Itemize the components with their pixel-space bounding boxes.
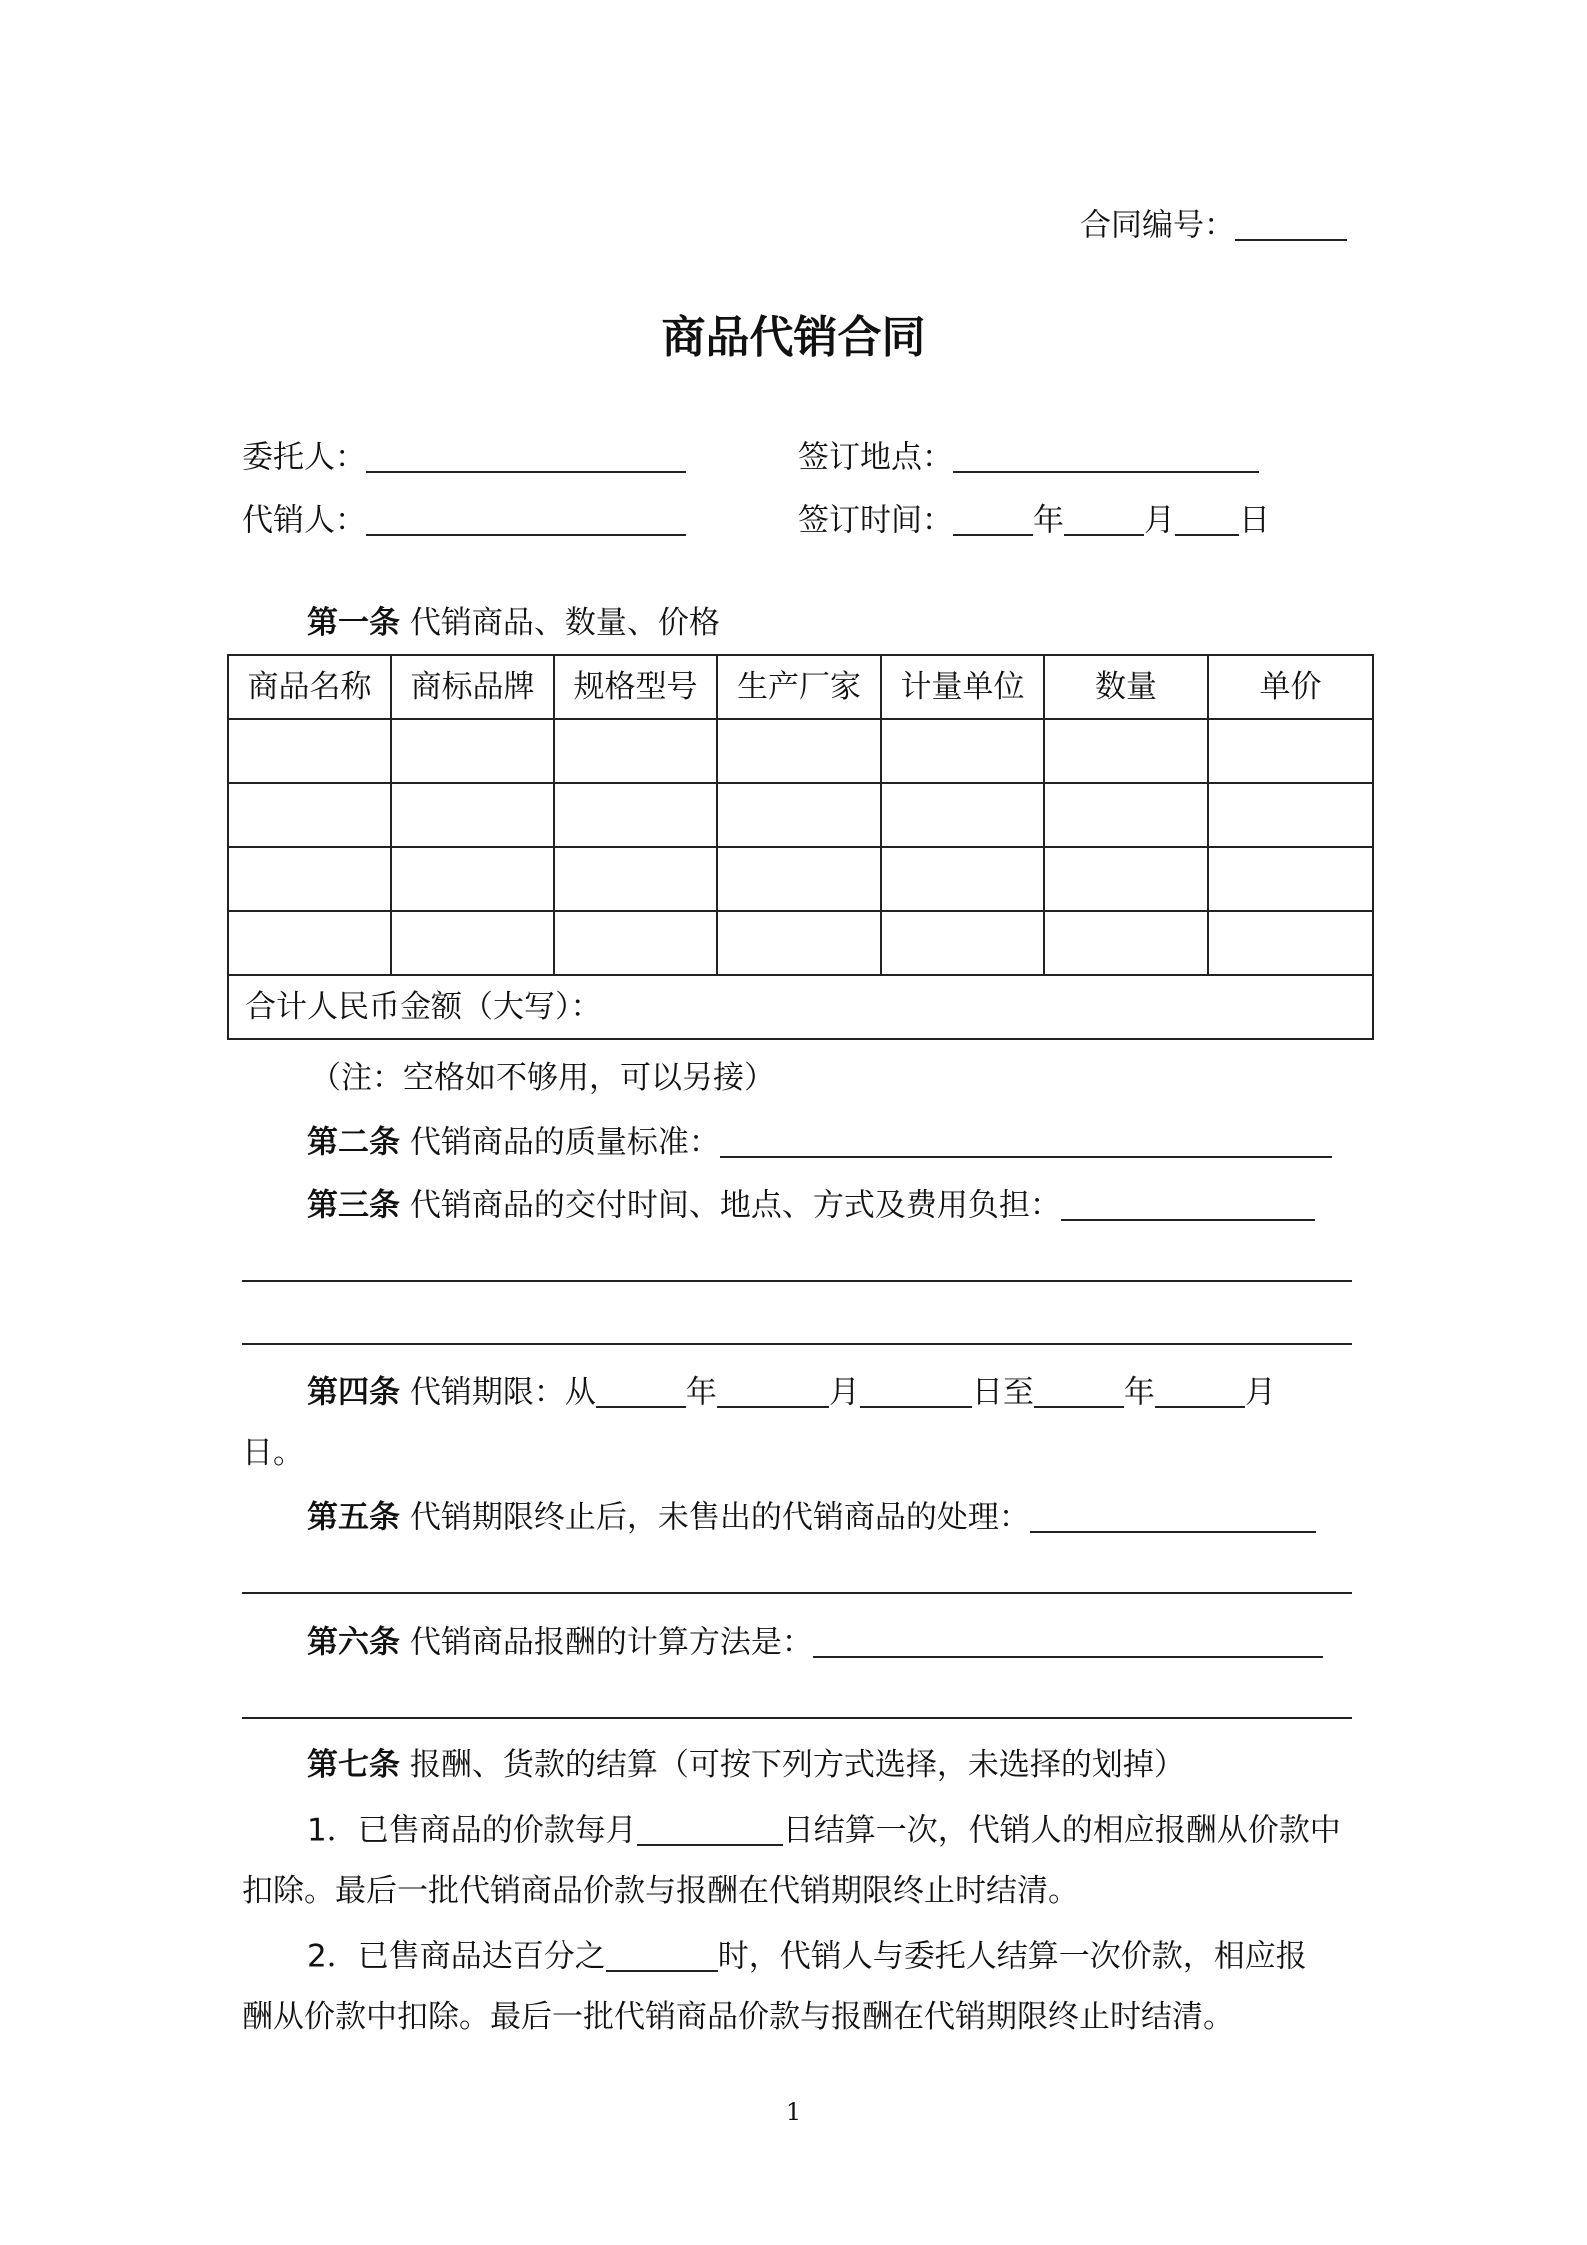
article4-line xyxy=(307,1374,1276,1411)
article4-text: 代销期限：从 xyxy=(409,1374,596,1411)
table-cell[interactable] xyxy=(881,719,1044,783)
sign-month-label: 月 xyxy=(1144,502,1175,539)
table-cell[interactable] xyxy=(881,911,1044,975)
period-year2-label: 年 xyxy=(1123,1374,1155,1411)
table-cell[interactable] xyxy=(717,911,881,975)
table-cell[interactable] xyxy=(881,783,1044,847)
contract-number-field[interactable] xyxy=(1235,208,1347,241)
article2-text: 代销商品的质量标准： xyxy=(409,1124,720,1161)
table-cell[interactable] xyxy=(717,719,881,783)
article5-text: 代销期限终止后，未售出的代销商品的处理： xyxy=(409,1499,1030,1536)
table-cell[interactable] xyxy=(228,719,391,783)
period-start-day-field[interactable] xyxy=(860,1375,972,1408)
table-cell[interactable] xyxy=(1044,783,1208,847)
principal-field[interactable] xyxy=(366,440,686,473)
total-amount-label: 合计人民币金额（大写）： xyxy=(245,988,602,1025)
period-month-label: 月 xyxy=(828,1374,860,1411)
table-total-row xyxy=(228,975,1373,1039)
period-year-label: 年 xyxy=(685,1374,717,1411)
table-cell[interactable] xyxy=(1044,911,1208,975)
column-header: 规格型号 xyxy=(554,655,717,719)
option2-continuation: 酬从价款中扣除。最后一批代销商品价款与报酬在代销期限终止时结清。 xyxy=(242,1999,1234,2035)
column-header: 计量单位 xyxy=(881,655,1044,719)
sign-year-field[interactable] xyxy=(953,503,1033,536)
article7-line xyxy=(307,1747,1185,1783)
sign-place-label: 签订地点： xyxy=(798,439,953,476)
principal-label: 委托人： xyxy=(242,439,366,476)
table-cell[interactable] xyxy=(1208,911,1373,975)
article6-heading: 第六条 xyxy=(307,1624,400,1661)
period-end-month-field[interactable] xyxy=(1155,1375,1245,1408)
monthly-settlement-day-field[interactable] xyxy=(637,1813,783,1846)
table-cell[interactable] xyxy=(391,847,554,911)
table-cell[interactable] xyxy=(228,847,391,911)
sign-time-label: 签订时间： xyxy=(798,502,953,539)
agent-line xyxy=(242,502,686,539)
contract-number xyxy=(1080,207,1347,244)
table-row xyxy=(228,719,1373,783)
article5-heading: 第五条 xyxy=(307,1499,400,1536)
delivery-terms-line[interactable] xyxy=(242,1280,1352,1282)
page-number: 1 xyxy=(785,2098,802,2126)
remuneration-method-line[interactable] xyxy=(242,1717,1352,1719)
delivery-terms-line[interactable] xyxy=(242,1343,1352,1345)
table-cell[interactable] xyxy=(228,783,391,847)
settlement-option-2 xyxy=(307,1938,1307,1975)
article4-heading: 第四条 xyxy=(307,1374,400,1411)
article3-text: 代销商品的交付时间、地点、方式及费用负担： xyxy=(409,1187,1061,1224)
table-cell[interactable] xyxy=(1208,847,1373,911)
sales-percentage-field[interactable] xyxy=(606,1939,718,1972)
sign-place-field[interactable] xyxy=(953,440,1259,473)
table-cell[interactable] xyxy=(554,783,717,847)
article4-continuation: 日。 xyxy=(242,1435,304,1471)
agent-field[interactable] xyxy=(366,503,686,536)
table-cell[interactable] xyxy=(554,911,717,975)
article6-line xyxy=(307,1624,1323,1661)
article7-text: 报酬、货款的结算（可按下列方式选择，未选择的划掉） xyxy=(409,1747,1185,1783)
agent-label: 代销人： xyxy=(242,502,366,539)
table-cell[interactable] xyxy=(391,719,554,783)
sign-time-line xyxy=(798,502,1270,539)
article2-heading: 第二条 xyxy=(307,1124,400,1161)
period-day-to-label: 日至 xyxy=(971,1374,1034,1411)
remuneration-method-field[interactable] xyxy=(813,1625,1323,1658)
table-cell[interactable] xyxy=(1044,719,1208,783)
article1-heading: 第一条 xyxy=(307,605,400,641)
article7-heading: 第七条 xyxy=(307,1747,400,1783)
table-header-row xyxy=(228,655,1373,719)
article1-text: 代销商品、数量、价格 xyxy=(409,605,720,641)
sign-month-field[interactable] xyxy=(1064,503,1144,536)
table-cell[interactable] xyxy=(554,847,717,911)
table-note: （注：空格如不够用，可以另接） xyxy=(310,1060,775,1096)
column-header: 生产厂家 xyxy=(717,655,881,719)
settlement-option-1 xyxy=(307,1812,1341,1849)
contract-number-label: 合同编号： xyxy=(1080,207,1235,244)
table-cell[interactable] xyxy=(391,911,554,975)
period-month2-label: 月 xyxy=(1244,1374,1276,1411)
article5-line xyxy=(307,1499,1316,1536)
option2-text-b: 时，代销人与委托人结算一次价款，相应报 xyxy=(717,1938,1307,1975)
sign-day-field[interactable] xyxy=(1175,503,1239,536)
table-cell[interactable] xyxy=(1208,719,1373,783)
table-cell[interactable] xyxy=(228,911,391,975)
quality-standard-field[interactable] xyxy=(720,1125,1332,1158)
article3-line xyxy=(307,1187,1315,1224)
table-cell[interactable] xyxy=(717,847,881,911)
table-cell[interactable] xyxy=(554,719,717,783)
article2-line xyxy=(307,1124,1332,1161)
sign-day-label: 日 xyxy=(1239,502,1270,539)
option1-continuation: 扣除。最后一批代销商品价款与报酬在代销期限终止时结清。 xyxy=(242,1873,1079,1909)
period-end-year-field[interactable] xyxy=(1034,1375,1124,1408)
column-header: 单价 xyxy=(1208,655,1373,719)
sign-year-label: 年 xyxy=(1033,502,1064,539)
table-cell[interactable] xyxy=(1044,847,1208,911)
table-row xyxy=(228,847,1373,911)
column-header: 商标品牌 xyxy=(391,655,554,719)
table-cell[interactable] xyxy=(717,783,881,847)
period-start-year-field[interactable] xyxy=(596,1375,686,1408)
total-amount-cell[interactable] xyxy=(228,975,1373,1039)
table-row xyxy=(228,783,1373,847)
principal-line xyxy=(242,439,686,476)
unsold-handling-line[interactable] xyxy=(242,1592,1352,1594)
column-header: 数量 xyxy=(1044,655,1208,719)
goods-table xyxy=(227,654,1374,1040)
article6-text: 代销商品报酬的计算方法是： xyxy=(409,1624,813,1661)
option1-text-a: 1．已售商品的价款每月 xyxy=(307,1812,637,1849)
delivery-terms-field[interactable] xyxy=(1061,1188,1315,1221)
table-row xyxy=(228,911,1373,975)
period-start-month-field[interactable] xyxy=(717,1375,829,1408)
article1-heading-line xyxy=(307,605,720,641)
option2-text-a: 2．已售商品达百分之 xyxy=(307,1938,606,1975)
article3-heading: 第三条 xyxy=(307,1187,400,1224)
table-cell[interactable] xyxy=(391,783,554,847)
page-title: 商品代销合同 xyxy=(661,312,926,363)
column-header: 商品名称 xyxy=(228,655,391,719)
sign-place-line xyxy=(798,439,1259,476)
table-cell[interactable] xyxy=(1208,783,1373,847)
option1-text-b: 日结算一次，代销人的相应报酬从价款中 xyxy=(782,1812,1341,1849)
table-cell[interactable] xyxy=(881,847,1044,911)
unsold-handling-field[interactable] xyxy=(1030,1500,1316,1533)
